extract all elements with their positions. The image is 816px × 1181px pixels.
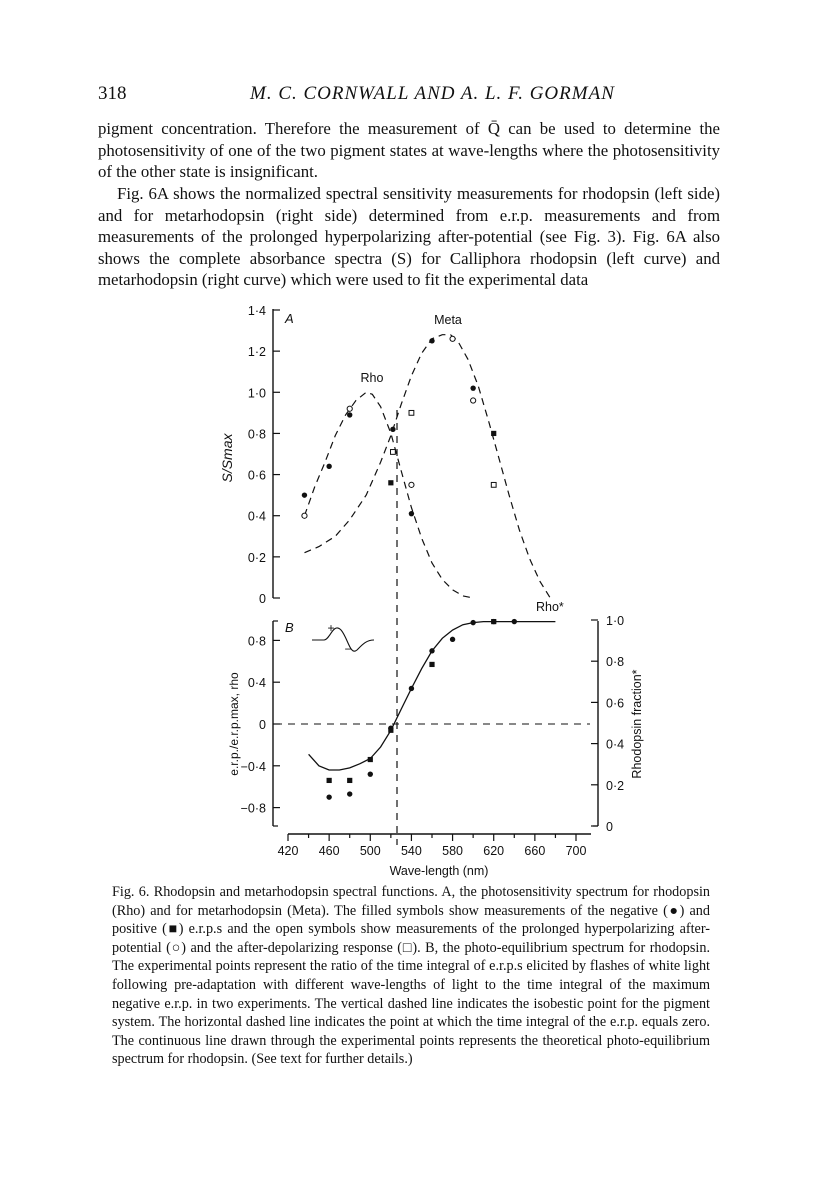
panel-a-y-tick-label: 1·2 [247, 345, 266, 360]
panel-b-point [429, 662, 434, 667]
panel-a-y-axis-label: S/Smax [219, 433, 235, 483]
panel-b-point [409, 686, 414, 691]
panel-a-point [471, 398, 476, 403]
panel-b-point [512, 619, 517, 624]
panel-b-y2-tick-label: 0·4 [606, 737, 625, 752]
figure-axes [273, 309, 598, 845]
panel-b-point [368, 757, 373, 762]
panel-a-point [491, 482, 496, 487]
panel-a-point [409, 482, 414, 487]
panel-b-point [368, 771, 373, 776]
panel-b-point [470, 620, 475, 625]
x-tick-label: 620 [483, 844, 505, 858]
panel-a-y-tick-label: 0·4 [247, 509, 266, 524]
panel-a-point [470, 385, 475, 390]
running-header-authors: M. C. CORNWALL AND A. L. F. GORMAN [250, 83, 615, 104]
panel-b-point [429, 648, 434, 653]
x-axis-label: Wave-length (nm) [389, 864, 489, 878]
inset-plus-sign: + [327, 621, 335, 635]
panel-b-y2-tick-label: 0·2 [606, 778, 625, 793]
panel-b-point [347, 778, 352, 783]
rho-absorbance-curve [305, 392, 474, 598]
panel-b-y-axis-label: e.r.p./e.r.p.max, rho [227, 672, 241, 776]
meta-curve-label: Meta [434, 313, 462, 327]
panel-a-point [347, 406, 352, 411]
panel-a-point [388, 480, 393, 485]
panel-a-point [391, 450, 396, 455]
rho-curve-label: Rho [360, 371, 384, 385]
panel-a-point [429, 338, 434, 343]
panel-a-point [302, 513, 307, 518]
x-tick-label: 500 [359, 844, 381, 858]
page-number: 318 [98, 83, 127, 104]
panel-b-point [388, 728, 393, 733]
panel-a-y-tick-label: 0·8 [247, 427, 266, 442]
x-tick-label: 460 [318, 844, 340, 858]
x-tick-label: 420 [277, 844, 299, 858]
panel-b-y2-tick-label: 0·6 [606, 696, 625, 711]
panel-b-y2-tick-label: 1·0 [606, 614, 625, 628]
panel-a-point [390, 427, 395, 432]
body-paragraph-2: Fig. 6A shows the normalized spectral sensitivity measurements for rhodopsin (left side) and for metarhodopsin (right side) determined from e.r.p. measurements and from measurements of the prolonged hyperpolarizing after-potential (see Fig. 3). Fig. 6A also shows the complete absorbance spectra (S) for Calliphora rhodopsin (left curve) and metarhodopsin (right curve) which were used to fit the experimental data [98, 184, 720, 289]
inset-waveform [312, 628, 374, 651]
figure-caption: Fig. 6. Rhodopsin and metarhodopsin spectral functions. A, the photosensitivity spectrum for rhodopsin (Rho) and for metarhodopsin (Meta). The filled symbols show measurements of the negative (●) and positive (■) e.r.p.s and the open symbols show measurements of the prolonged hyperpolarizing after-potential (○) and the after-depolarizing response (□). B, the photo-equilibrium spectrum for rhodopsin. The experimental points represent the ratio of the time integral of e.r.p.s elicited by flashes of white light following pre-adaptation with different wave-lengths of light to the time integral of the maximum negative e.r.p. in two experiments. The vertical dashed line indicates the isobestic point for the pigment system. The horizontal dashed line indicates the point at which the time integral of the e.r.p. equals zero. The continuous line drawn through the experimental points represents the theoretical photo-equilibrium spectrum for rhodopsin. (See text for further details.) [112, 884, 710, 1068]
rho-star-curve-label: Rho* [536, 600, 564, 614]
panel-b-point [327, 778, 332, 783]
x-tick-label: 580 [442, 844, 464, 858]
panel-b-y2-tick-label: 0 [606, 820, 613, 834]
panel-b-label: B [285, 620, 294, 635]
panel-b-point [491, 619, 496, 624]
figure-labels [219, 304, 644, 878]
panel-b-point [450, 637, 455, 642]
body-paragraph-1: pigment concentration. Therefore the measurement of Q̄ can be used to determine the photosensitivity of one of the two pigment states at wave-lengths where the photosensitivity of the other state is insignificant. [98, 119, 720, 181]
panel-a-point [450, 336, 455, 341]
panel-b-y2-axis-label: Rhodopsin fraction* [630, 669, 644, 779]
panel-b-point [326, 794, 331, 799]
panel-a-label: A [285, 311, 294, 326]
panel-a-point [302, 492, 307, 497]
panel-a-point [347, 412, 352, 417]
panel-a-point [409, 511, 414, 516]
meta-absorbance-curve [305, 335, 551, 598]
panel-b-y2-tick-label: 0·8 [606, 655, 625, 670]
figure-curves [305, 335, 556, 770]
panel-a-y-tick-label: 0·6 [247, 468, 266, 483]
panel-a-y-tick-label: 1·4 [247, 304, 266, 318]
panel-b-y-tick-label: 0·8 [247, 634, 266, 649]
panel-a-point [491, 431, 496, 436]
x-tick-label: 700 [565, 844, 587, 858]
inset-minus-sign: − [344, 642, 352, 656]
panel-b-y-tick-label: 0·4 [247, 676, 266, 691]
panel-a-point [409, 410, 414, 415]
panel-b-y-tick-label: 0 [259, 718, 266, 732]
x-tick-label: 540 [400, 844, 422, 858]
panel-b-y-tick-label: −0·8 [240, 801, 266, 816]
panel-b-y-tick-label: −0·4 [240, 759, 266, 774]
panel-a-point [326, 464, 331, 469]
x-tick-label: 660 [524, 844, 546, 858]
figure-points [302, 336, 517, 800]
panel-a-y-tick-label: 0·2 [247, 550, 266, 565]
panel-a-y-tick-label: 1·0 [247, 386, 266, 401]
panel-b-point [347, 791, 352, 796]
panel-a-y-tick-label: 0 [259, 592, 266, 606]
